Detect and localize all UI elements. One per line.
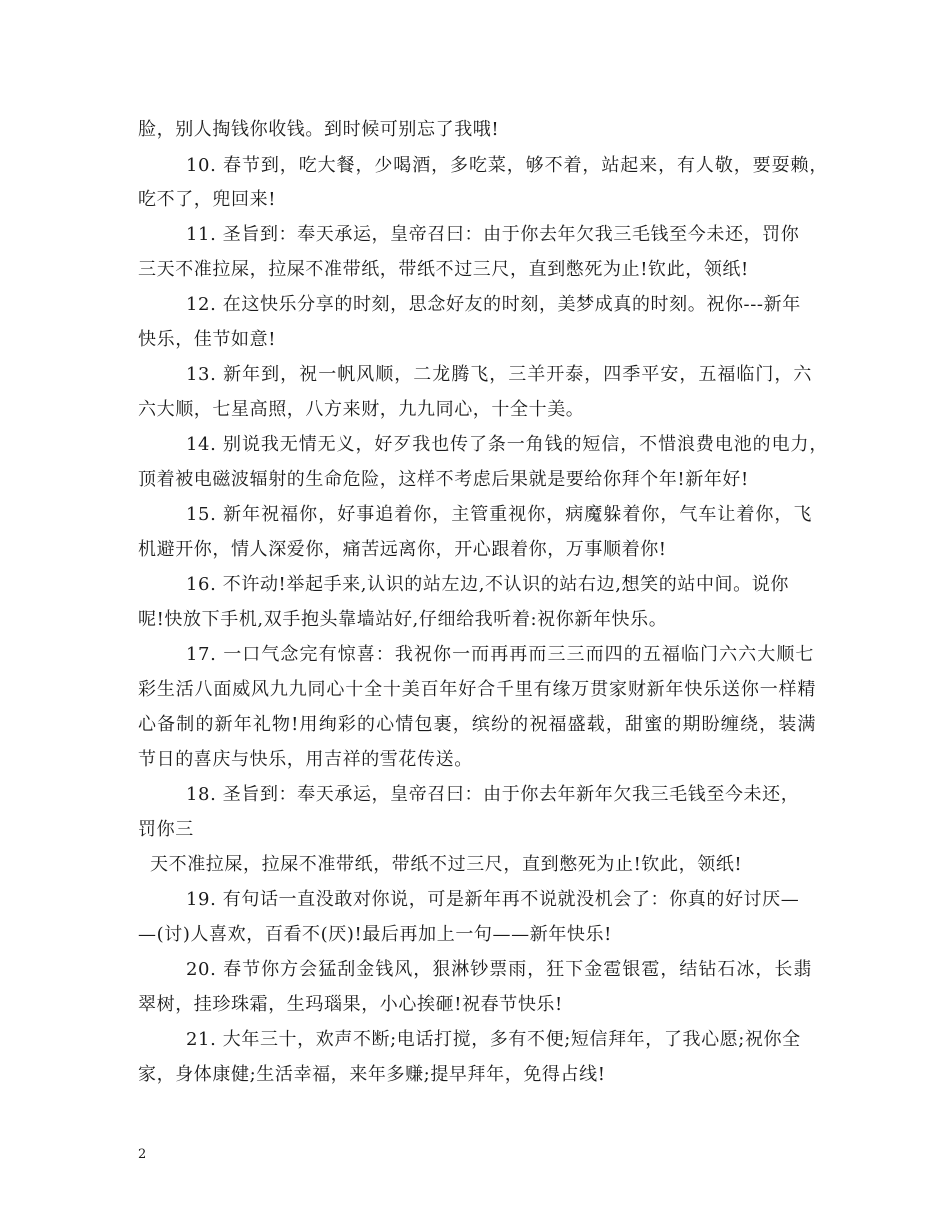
text-line: 快乐，佳节如意!	[138, 329, 277, 350]
text-line: 12. 在这快乐分享的时刻，思念好友的时刻，美梦成真的时刻。祝你---新年	[186, 294, 801, 315]
text-line: 机避开你，情人深爱你，痛苦远离你，开心跟着你，万事顺着你!	[138, 539, 667, 560]
text-line: 21. 大年三十，欢声不断;电话打搅，多有不便;短信拜年，了我心愿;祝你全	[186, 1029, 801, 1050]
text-line: 11. 圣旨到：奉天承运，皇帝召曰：由于你去年欠我三毛钱至今未还，罚你	[186, 224, 800, 245]
text-line: 19. 有句话一直没敢对你说，可是新年再不说就没机会了：你真的好讨厌—	[186, 889, 800, 910]
text-line: 罚你三	[138, 819, 194, 840]
text-line: 彩生活八面威风九九同心十全十美百年好合千里有缘万贯家财新年快乐送你一样精	[138, 679, 816, 700]
text-line: 呢!快放下手机,双手抱头靠墙站好,仔细给我听着:祝你新年快乐。	[138, 609, 668, 630]
text-line: 脸，别人掏钱你收钱。到时候可别忘了我哦!	[138, 119, 500, 140]
text-line: 吃不了，兜回来!	[138, 189, 277, 210]
text-line: 顶着被电磁波辐射的生命危险，这样不考虑后果就是要给你拜个年!新年好!	[138, 469, 749, 490]
text-line: 15. 新年祝福你，好事追着你，主管重视你，病魔躲着你，气车让着你，飞	[186, 504, 812, 525]
text-line: 16. 不许动!举起手来,认识的站左边,不认识的站右边,想笑的站中间。说你	[186, 574, 789, 595]
text-line: 天不准拉屎，拉屎不准带纸，带纸不过三尺，直到憋死为止!钦此，领纸!	[150, 854, 743, 875]
page-number: 2	[138, 1147, 147, 1162]
text-line: 心备制的新年礼物!用绚彩的心情包裹，缤纷的祝福盛载，甜蜜的期盼缠绕，装满	[138, 714, 816, 735]
text-line: —(讨)人喜欢，百看不(厌)!最后再加上一句——新年快乐!	[138, 924, 612, 945]
text-line: 14. 别说我无情无义，好歹我也传了条一角钱的短信，不惜浪费电池的电力，	[186, 434, 828, 455]
text-line: 13. 新年到，祝一帆风顺，二龙腾飞，三羊开泰，四季平安，五福临门，六	[186, 364, 812, 385]
text-line: 10. 春节到，吃大餐，少喝酒，多吃菜，够不着，站起来，有人敬，要耍赖，	[186, 155, 828, 176]
text-line: 17. 一口气念完有惊喜：我祝你一而再再而三三而四的五福临门六六大顺七	[186, 644, 814, 665]
text-line: 家，身体康健;生活幸福，来年多赚;提早拜年，免得占线!	[138, 1064, 606, 1085]
text-line: 三天不准拉屎，拉屎不准带纸，带纸不过三尺，直到憋死为止!钦此，领纸!	[138, 259, 749, 280]
text-line: 六大顺，七星高照，八方来财，九九同心，十全十美。	[138, 399, 585, 420]
text-line: 20. 春节你方会猛刮金钱风，狠淋钞票雨，狂下金雹银雹，结钻石冰，长翡	[186, 959, 812, 980]
text-line: 18. 圣旨到：奉天承运，皇帝召曰：由于你去年新年欠我三毛钱至今未还，	[186, 784, 800, 805]
text-line: 节日的喜庆与快乐，用吉祥的雪花传送。	[138, 749, 473, 770]
text-line: 翠树，挂珍珠霜，生玛瑙果，小心挨砸!祝春节快乐!	[138, 994, 563, 1015]
